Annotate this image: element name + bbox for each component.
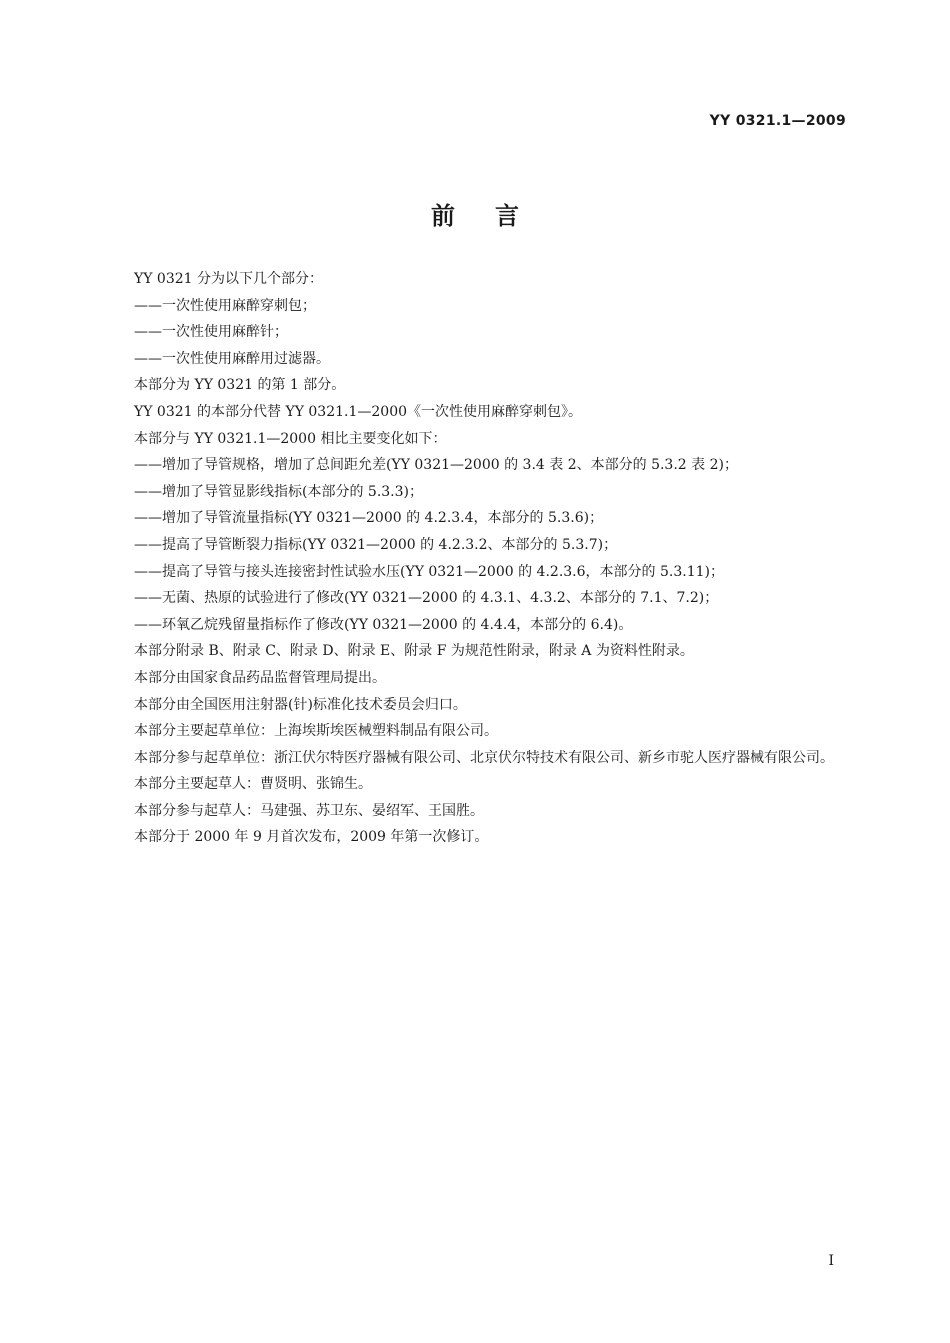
paragraph: 本部分参与起草人：马建强、苏卫东、晏绍军、王国胜。 (134, 802, 484, 819)
list-item: ——提高了导管与接头连接密封性试验水压(YY 0321—2000 的 4.2.3.6，本部分的 5.3.11)； (134, 563, 724, 580)
list-item: ——环氧乙烷残留量指标作了修改(YY 0321—2000 的 4.4.4，本部分的 6.4)。 (134, 616, 633, 633)
standard-code: YY 0321.1—2009 (709, 113, 846, 129)
paragraph: 本部分于 2000 年 9 月首次发布，2009 年第一次修订。 (134, 829, 489, 846)
paragraph: 本部分主要起草人：曹贤明、张锦生。 (134, 776, 372, 793)
page-title: 前言 (431, 202, 559, 230)
list-item: ——无菌、热原的试验进行了修改(YY 0321—2000 的 4.3.1、4.3.2、本部分的 7.1、7.2)； (134, 590, 719, 607)
list-item: ——增加了导管流量指标(YY 0321—2000 的 4.2.3.4，本部分的 5.3.6)； (134, 510, 604, 527)
list-item: ——一次性使用麻醉穿刺包； (134, 297, 316, 314)
paragraph: 本部分主要起草单位：上海埃斯埃医械塑料制品有限公司。 (134, 723, 498, 740)
list-item: ——一次性使用麻醉用过滤器。 (134, 350, 330, 367)
paragraph: YY 0321 的本部分代替 YY 0321.1—2000《一次性使用麻醉穿刺包》。 (134, 403, 583, 420)
list-item: ——一次性使用麻醉针； (134, 324, 288, 341)
paragraph: 本部分由全国医用注射器(针)标准化技术委员会归口。 (134, 696, 467, 713)
list-item: ——增加了导管规格，增加了总间距允差(YY 0321—2000 的 3.4 表 2、本部分的 5.3.2 表 2)； (134, 457, 738, 474)
list-item: ——提高了导管断裂力指标(YY 0321—2000 的 4.2.3.2、本部分的 5.3.7)； (134, 536, 618, 553)
paragraph: YY 0321 分为以下几个部分： (134, 271, 324, 287)
paragraph: 本部分为 YY 0321 的第 1 部分。 (134, 377, 346, 394)
page-number: I (828, 1253, 834, 1269)
paragraph: 本部分与 YY 0321.1—2000 相比主要变化如下： (134, 430, 447, 447)
foreword-body (112, 266, 842, 851)
paragraph: 本部分附录 B、附录 C、附录 D、附录 E、附录 F 为规范性附录，附录 A 为资料性附录。 (134, 643, 694, 660)
list-item: ——增加了导管显影线指标(本部分的 5.3.3)； (134, 483, 423, 500)
paragraph: 本部分由国家食品药品监督管理局提出。 (134, 669, 386, 686)
paragraph: 本部分参与起草单位：浙江伏尔特医疗器械有限公司、北京伏尔特技术有限公司、新乡市驼人医疗器械有限公司。 (134, 749, 834, 766)
